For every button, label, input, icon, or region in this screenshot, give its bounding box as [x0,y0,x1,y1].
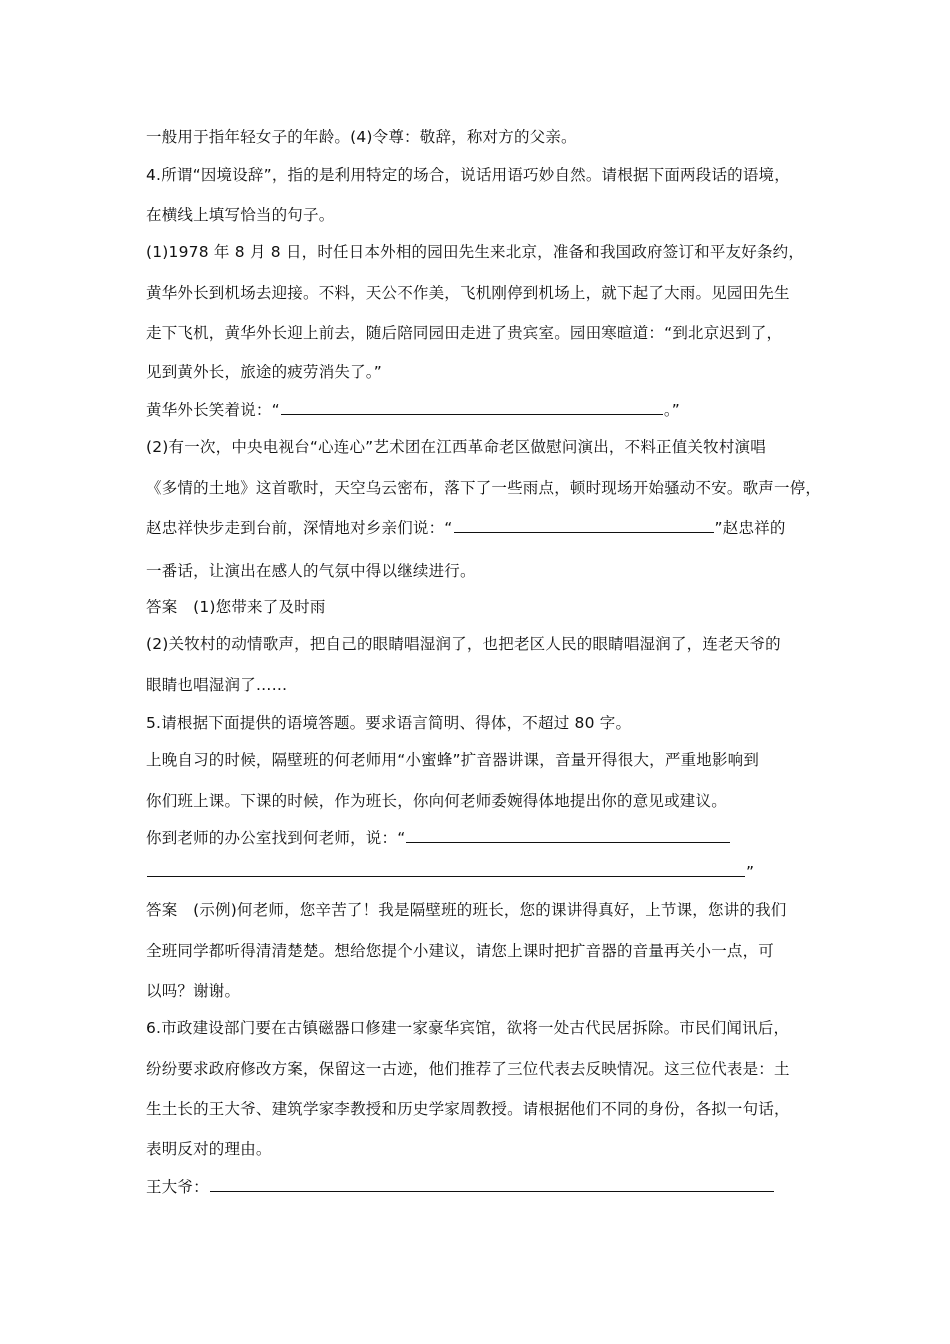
fill-prefix: 赵忠祥快步走到台前，深情地对乡亲们说：“ [146,519,453,537]
fill-line-4 [146,862,754,882]
fill-prefix: 你到老师的办公室找到何老师，说：“ [146,829,406,847]
fill-suffix: ”赵忠祥的 [714,519,786,537]
text-line: 一番话，让演出在感人的气氛中得以继续进行。 [146,562,476,580]
text-line: 在横线上填写恰当的句子。 [146,206,335,224]
fill-prefix: 黄华外长笑着说：“ [146,401,280,419]
fill-line-1 [146,400,680,420]
question-5-heading: 5.请根据下面提供的语境答题。要求语言简明、得体，不超过 80 字。 [146,714,632,732]
fill-line-5 [146,1177,775,1197]
text-line: 《多情的土地》这首歌时，天空乌云密布，落下了一些雨点，顿时现场开始骚动不安。歌声一停， [146,479,822,497]
answer-4-line: 答案 (1)您带来了及时雨 [146,598,326,616]
text-line: 表明反对的理由。 [146,1140,272,1158]
text-line: 见到黄外长，旅途的疲劳消失了。” [146,363,382,381]
answer-blank-1[interactable] [281,400,663,415]
text-line: 眼睛也唱湿润了…… [146,676,288,694]
text-line: 以吗？谢谢。 [146,982,241,1000]
text-line: (2)关牧村的动情歌声，把自己的眼睛唱湿润了，也把老区人民的眼睛唱湿润了，连老天爷的 [146,635,781,653]
answer-blank-5[interactable] [210,1177,774,1192]
fill-prefix: 王大爷： [146,1178,209,1196]
question-4-heading: 4.所谓“因境设辞”，指的是利用特定的场合，说话用语巧妙自然。请根据下面两段话的语境， [146,166,790,184]
text-line: 一般用于指年轻女子的年龄。(4)令尊：敬辞，称对方的父亲。 [146,128,577,146]
text-line: 走下飞机，黄华外长迎上前去，随后陪同园田走进了贵宾室。园田寒暄道：“到北京迟到了， [146,324,783,342]
text-line: 上晚自习的时候，隔壁班的何老师用“小蜜蜂”扩音器讲课，音量开得很大，严重地影响到 [146,751,760,769]
text-line: 生土长的王大爷、建筑学家李教授和历史学家周教授。请根据他们不同的身份，各拟一句话， [146,1100,790,1118]
text-line: (2)有一次，中央电视台“心连心”艺术团在江西革命老区做慰问演出，不料正值关牧村演唱 [146,438,766,456]
answer-blank-4[interactable] [147,862,745,877]
text-line: (1)1978 年 8 月 8 日，时任日本外相的园田先生来北京，准备和我国政府签订和平友好条约， [146,243,805,261]
answer-5-line: 答案 (示例)何老师，您辛苦了！我是隔壁班的班长，您的课讲得真好，上节课，您讲的我们 [146,901,787,919]
text-line: 黄华外长到机场去迎接。不料，天公不作美，飞机刚停到机场上，就下起了大雨。见园田先生 [146,284,790,302]
fill-suffix: 。” [663,401,681,419]
fill-line-3 [146,828,731,848]
fill-suffix: ” [746,863,755,881]
text-line: 全班同学都听得清清楚楚。想给您提个小建议，请您上课时把扩音器的音量再关小一点，可 [146,942,775,960]
answer-blank-2[interactable] [454,518,714,533]
answer-blank-3[interactable] [406,828,730,843]
question-6-heading: 6.市政建设部门要在古镇磁器口修建一家豪华宾馆，欲将一处古代民居拆除。市民们闻讯后， [146,1019,790,1037]
text-line: 纷纷要求政府修改方案，保留这一古迹，他们推荐了三位代表去反映情况。这三位代表是：土 [146,1060,790,1078]
text-line: 你们班上课。下课的时候，作为班长，你向何老师委婉得体地提出你的意见或建议。 [146,792,727,810]
fill-line-2 [146,518,786,538]
